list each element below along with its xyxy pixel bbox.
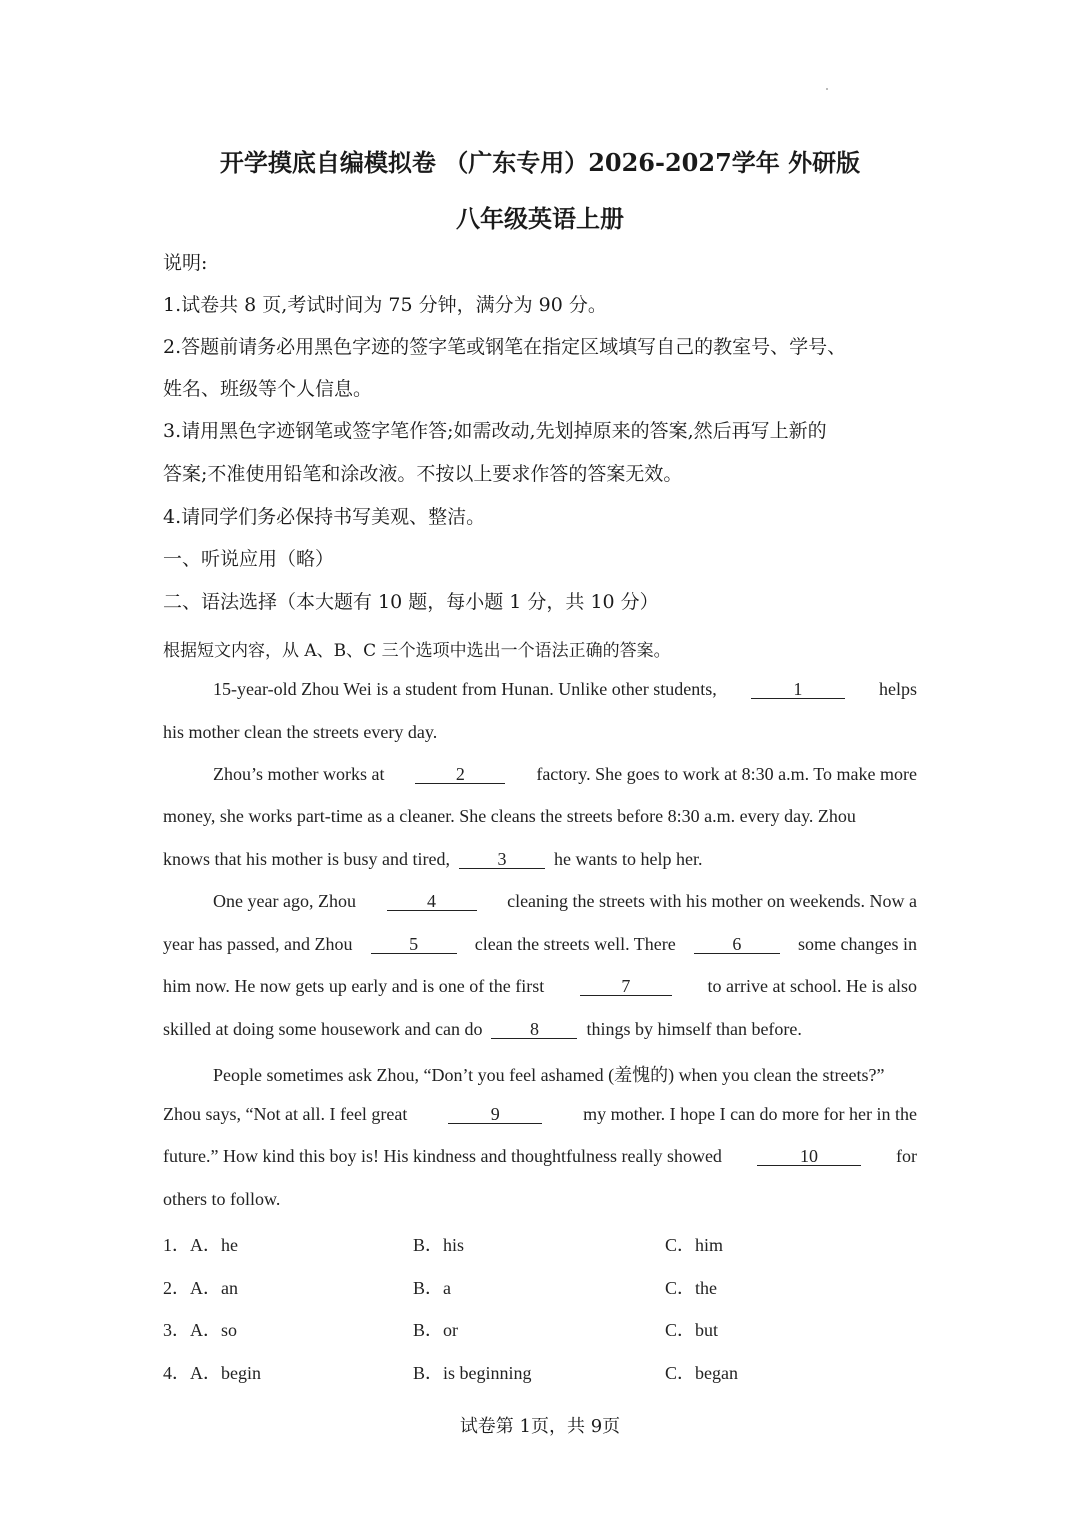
passage-text: One year ago, Zhou [213, 891, 356, 911]
passage-line [163, 1019, 917, 1040]
passage-text: Zhou says, “Not at all. I feel great [163, 1104, 408, 1124]
passage-line [163, 1104, 917, 1125]
passage-text: he wants to help her. [553, 849, 703, 869]
passage-line: money, she works part-time as a cleaner. She cleans the streets before 8:30 a.m. every day. Zhou [163, 806, 856, 826]
passage-text: cleaning the streets with his mother on weekends. Now a [507, 891, 917, 911]
passage-text: helps [878, 679, 917, 699]
exam-subtitle: 八年级英语上册 [456, 204, 624, 233]
option-2-b: B．a [413, 1278, 451, 1298]
passage-line [213, 679, 917, 700]
passage-text: year has passed, and Zhou [163, 934, 353, 954]
passage-text: future.” How kind this boy is! His kindness and thoughtfulness really showed [163, 1146, 722, 1166]
scan-speck [826, 88, 828, 90]
section-heading-grammar: 二、语法选择（本大题有 10 题，每小题 1 分，共 10 分） [163, 591, 659, 613]
instruction-item-4: 4.请同学们务必保持书写美观、整洁。 [163, 506, 486, 528]
page-footer: 试卷第 1页，共 9页 [459, 1416, 621, 1437]
passage-text: him now. He now gets up early and is one of the first [163, 976, 545, 996]
passage-text: for [896, 1146, 917, 1166]
option-2-a: 2．A．an [163, 1278, 238, 1298]
passage-text: some changes in [798, 934, 917, 954]
passage-text: clean the streets well. There [474, 934, 676, 954]
passage-text: 15-year-old Zhou Wei is a student from Hunan. Unlike other students, [213, 679, 717, 699]
exam-title: 开学摸底自编模拟卷 （广东专用）2026-2027学年 外研版 [219, 148, 861, 177]
option-1-b: B．his [413, 1235, 465, 1255]
passage-text: my mother. I hope I can do more for her in the [583, 1104, 917, 1124]
passage-line [163, 934, 917, 955]
section-heading-listening: 一、听说应用（略） [163, 548, 335, 570]
blank-3: 3 [459, 850, 545, 869]
blank-1: 1 [751, 680, 845, 699]
instruction-item-3: 3.请用黑色字迹钢笔或签字笔作答;如需改动,先划掉原来的答案,然后再写上新的 [163, 420, 827, 442]
blank-9: 9 [448, 1105, 542, 1124]
option-4-b: B．is beginning [413, 1363, 532, 1383]
passage-text: factory. She goes to work at 8:30 a.m. To make more [536, 764, 917, 784]
option-3-b: B．or [413, 1320, 458, 1340]
passage-text: to arrive at school. He is also [707, 976, 917, 996]
section-directions: 根据短文内容，从 A、B、C 三个选项中选出一个语法正确的答案。 [163, 641, 671, 661]
instruction-item-3-cont: 答案;不准使用铅笔和涂改液。不按以上要求作答的答案无效。 [163, 463, 683, 485]
blank-2: 2 [415, 765, 505, 784]
option-1-c: C．him [665, 1235, 724, 1255]
option-1-a: 1．A．he [163, 1235, 238, 1255]
passage-line: People sometimes ask Zhou, “Don’t you feel ashamed (羞愧的) when you clean the streets?” [213, 1065, 885, 1085]
option-3-c: C．but [665, 1320, 719, 1340]
option-2-c: C．the [665, 1278, 717, 1298]
passage-line [163, 1146, 917, 1167]
blank-4: 4 [387, 892, 477, 911]
passage-line [163, 849, 917, 870]
passage-text: Zhou’s mother works at [213, 764, 385, 784]
blank-6: 6 [694, 935, 780, 954]
instruction-item-2: 2.答题前请务必用黑色字迹的签字笔或钢笔在指定区域填写自己的教室号、学号、 [163, 336, 847, 358]
blank-5: 5 [371, 935, 457, 954]
instruction-item-1: 1.试卷共 8 页,考试时间为 75 分钟，满分为 90 分。 [163, 294, 607, 316]
option-4-a: 4．A．begin [163, 1363, 261, 1383]
passage-text: knows that his mother is busy and tired, [163, 849, 450, 869]
option-3-a: 3．A．so [163, 1320, 238, 1340]
blank-10: 10 [757, 1147, 861, 1166]
passage-line [163, 976, 917, 997]
passage-text: skilled at doing some housework and can do [163, 1019, 483, 1039]
instructions-heading: 说明: [163, 252, 208, 274]
passage-line: his mother clean the streets every day. [163, 722, 438, 742]
passage-text: things by himself than before. [586, 1019, 802, 1039]
passage-line [213, 891, 917, 912]
instruction-item-2-cont: 姓名、班级等个人信息。 [163, 378, 373, 400]
passage-line: others to follow. [163, 1189, 281, 1209]
blank-7: 7 [580, 977, 672, 996]
option-4-c: C．began [665, 1363, 738, 1383]
passage-line [213, 764, 917, 785]
blank-8: 8 [491, 1020, 577, 1039]
